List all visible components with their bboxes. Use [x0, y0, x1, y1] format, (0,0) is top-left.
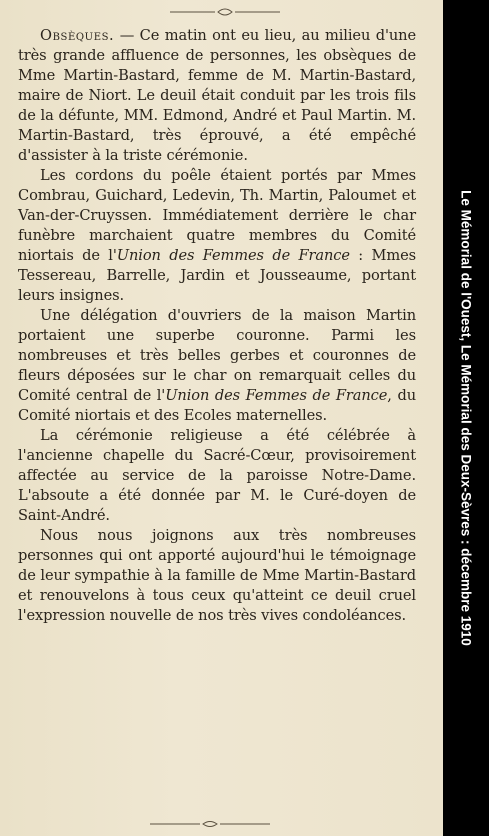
paragraph-2-italic: Union des Femmes de France	[116, 247, 350, 264]
article-heading: Obsèques.	[40, 27, 115, 44]
top-ornament	[170, 6, 280, 18]
paragraph-1	[18, 26, 416, 166]
obituary-article	[18, 26, 416, 626]
bottom-ornament	[150, 818, 270, 830]
paragraph-5: Nous nous joignons aux très nombreuses personnes qui ont apporté aujourd'hui le témoignage de leur sympathie à la famille de Mme Martin-Bastard et renouvelons à tous ceux qu'atteint ce deuil cruel l'expression nouvelle de nos très vives condoléances.	[18, 527, 416, 624]
paragraph-4: La cérémonie religieuse a été célébrée à l'ancienne chapelle du Sacré-Cœur, provisoirement affectée au service de la paroisse Notre-Dame. L'absoute a été donnée par M. le Curé-doyen de Saint-André.	[18, 427, 416, 524]
paragraph-2-text-a: Les cordons du poêle étaient portés par Mmes Combrau, Guichard, Ledevin, Th. Martin, Paloumet et Van-der-Cruyssen. Immédiatement derrière le char funèbre marchaient quatre membres du Comité niortais de l'	[18, 167, 416, 264]
paragraph-3	[18, 306, 416, 426]
source-caption: Le Mémorial de l'Ouest, Le Mémorial des Deux-Sèvres : décembre 1910	[458, 190, 474, 646]
paragraph-2-text-b: : Mmes Tessereau, Barrelle, Jardin et Jousseaume, portant leurs insignes.	[18, 247, 416, 304]
paragraph-3-text-a: Une délégation d'ouvriers de la maison Martin portaient une superbe couronne. Parmi les nombreuses et très belles gerbes et couronnes de fleurs déposées sur le char on remarquait celles du Comité central de l'	[18, 307, 416, 404]
paragraph-3-text-b: , du Comité niortais et des Ecoles maternelles.	[18, 387, 417, 424]
paragraph-2	[18, 166, 416, 306]
paragraph-1-text: — Ce matin ont eu lieu, au milieu d'une très grande affluence de personnes, les obsèques de Mme Martin-Bastard, femme de M. Martin-Bastard, maire de Niort. Le deuil était conduit par les trois fils de la défunte, MM. Edmond, André et Paul Martin. M. Martin-Bastard, très éprouvé, a été empêché d'assister à la triste cérémonie.	[18, 27, 416, 164]
paragraph-3-italic: Union des Femmes de France	[165, 387, 388, 404]
